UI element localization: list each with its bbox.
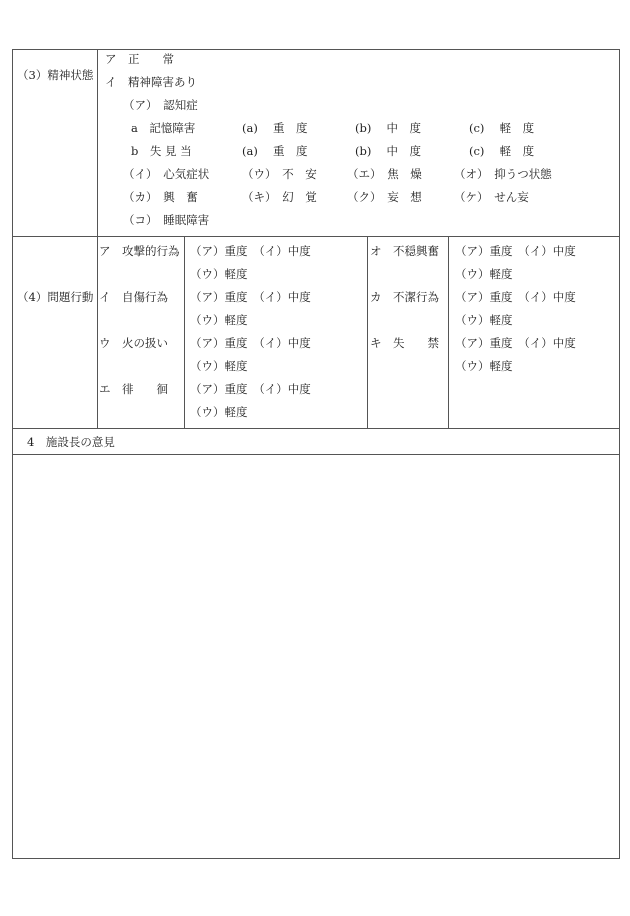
behavior-fire-mild: （ウ）軽度 (190, 359, 248, 373)
behavior-restless-mild: （ウ）軽度 (455, 267, 513, 281)
symptom-sleep-disorder: （コ） 睡眠障害 (123, 213, 210, 227)
disorientation-label: b 失 見 当 (131, 144, 192, 158)
symptom-hypochondria: （イ） 心気症状 (123, 167, 210, 181)
behavior-wandering-name: エ 徘 徊 (99, 382, 168, 396)
behavior-incontinence-mild: （ウ）軽度 (455, 359, 513, 373)
disorientation-option-moderate: (b) 中 度 (355, 144, 421, 158)
symptom-agitation: （エ） 焦 燥 (347, 167, 422, 181)
behavior-fire-name: ウ 火の扱い (99, 336, 168, 350)
memory-option-moderate: (b) 中 度 (355, 121, 421, 135)
behavior-unclean-name: カ 不潔行為 (370, 290, 439, 304)
memory-option-mild: (c) 軽 度 (469, 121, 535, 135)
behavior-wandering-mild: （ウ）軽度 (190, 405, 248, 419)
behavior-wandering-levels: （ア）重度 （イ）中度 (190, 382, 311, 396)
symptom-excitement: （カ） 興 奮 (123, 190, 198, 204)
mental-state-label: （3）精神状態 (17, 68, 94, 82)
symptom-anxiety: （ウ） 不 安 (242, 167, 317, 181)
behavior-self-harm-name: イ 自傷行為 (99, 290, 168, 304)
behavior-unclean-levels: （ア）重度 （イ）中度 (455, 290, 576, 304)
behavior-restless-name: オ 不穏興奮 (370, 244, 439, 258)
behavior-self-harm-levels: （ア）重度 （イ）中度 (190, 290, 311, 304)
disorientation-option-severe: (a) 重 度 (242, 144, 308, 158)
behavior-aggression-name: ア 攻撃的行為 (99, 244, 180, 258)
symptom-hallucination: （キ） 幻 覚 (242, 190, 317, 204)
mental-state-normal: ア 正 常 (105, 52, 174, 66)
divider-label-column (97, 50, 98, 428)
behavior-self-harm-mild: （ウ）軽度 (190, 313, 248, 327)
divider-left-levels (184, 236, 185, 428)
behavior-restless-levels: （ア）重度 （イ）中度 (455, 244, 576, 258)
symptom-depression: （オ） 抑うつ状態 (454, 167, 552, 181)
symptom-delirium: （ケ） せん妄 (454, 190, 529, 204)
divider-problem-behavior-bottom (13, 428, 619, 429)
divider-middle (367, 236, 368, 428)
behavior-fire-levels: （ア）重度 （イ）中度 (190, 336, 311, 350)
divider-mental-state-bottom (13, 236, 619, 237)
assessment-form (12, 49, 620, 859)
memory-option-severe: (a) 重 度 (242, 121, 308, 135)
mental-state-disorder: イ 精神障害あり (105, 75, 197, 89)
behavior-unclean-mild: （ウ）軽度 (455, 313, 513, 327)
director-opinion-field[interactable] (13, 455, 619, 858)
behavior-aggression-levels: （ア）重度 （イ）中度 (190, 244, 311, 258)
behavior-aggression-mild: （ウ）軽度 (190, 267, 248, 281)
disorientation-option-mild: (c) 軽 度 (469, 144, 535, 158)
memory-impairment-label: a 記憶障害 (131, 121, 196, 135)
director-opinion-title: 4 施設長の意見 (27, 435, 115, 449)
behavior-incontinence-levels: （ア）重度 （イ）中度 (455, 336, 576, 350)
divider-right-levels (448, 236, 449, 428)
behavior-incontinence-name: キ 失 禁 (370, 336, 439, 350)
symptom-delusion: （ク） 妄 想 (347, 190, 422, 204)
problem-behavior-label: （4）問題行動 (17, 290, 94, 304)
mental-state-dementia: （ア） 認知症 (123, 98, 198, 112)
